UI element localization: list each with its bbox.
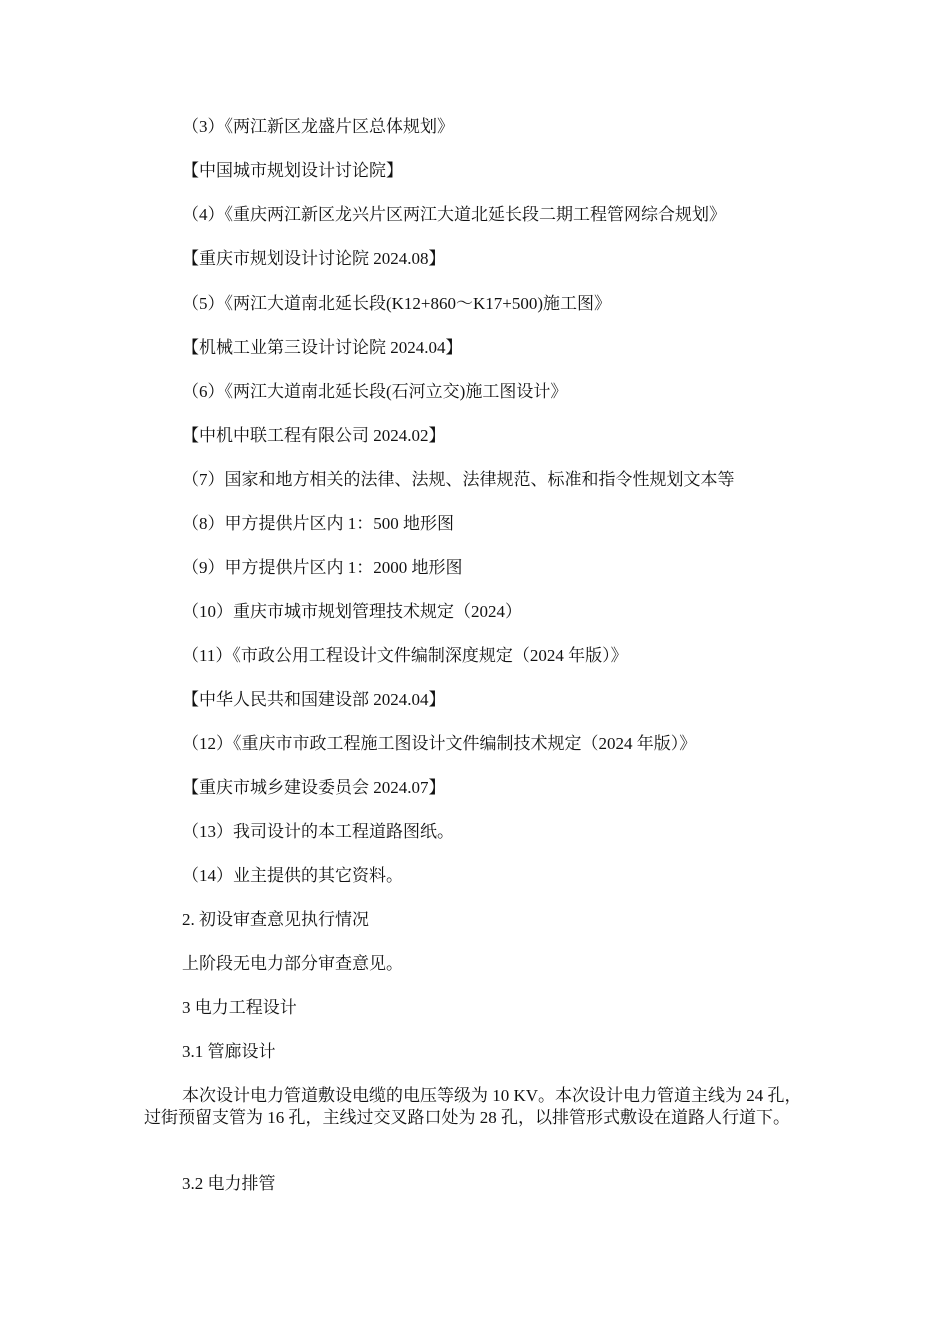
reference-item-8: （8）甲方提供片区内 1：500 地形图 bbox=[182, 514, 454, 533]
reference-source-3: 【中国城市规划设计讨论院】 bbox=[182, 161, 403, 180]
reference-item-10: （10）重庆市城市规划管理技术规定（2024） bbox=[182, 602, 522, 621]
section-heading-3-2: 3.2 电力排管 bbox=[182, 1174, 276, 1193]
section-2-text: 上阶段无电力部分审查意见。 bbox=[182, 954, 403, 973]
reference-source-4: 【重庆市规划设计讨论院 2024.08】 bbox=[182, 249, 446, 268]
reference-item-5: （5）《两江大道南北延长段(K12+860～K17+500)施工图》 bbox=[182, 294, 612, 313]
section-heading-3-1: 3.1 管廊设计 bbox=[182, 1042, 276, 1061]
section-heading-2: 2. 初设审查意见执行情况 bbox=[182, 910, 369, 929]
reference-source-11: 【中华人民共和国建设部 2024.04】 bbox=[182, 690, 446, 709]
reference-item-12: （12）《重庆市市政工程施工图设计文件编制技术规定（2024 年版）》 bbox=[182, 734, 697, 753]
reference-item-3: （3）《两江新区龙盛片区总体规划》 bbox=[182, 117, 454, 136]
reference-item-14: （14）业主提供的其它资料。 bbox=[182, 866, 403, 885]
reference-item-13: （13）我司设计的本工程道路图纸。 bbox=[182, 822, 454, 841]
section-3-1-paragraph: 本次设计电力管道敷设电缆的电压等级为 10 KV。本次设计电力管道主线为 24 孔，过街预留支管为 16 孔，主线过交叉路口处为 28 孔，以排管形式敷设在道路人行道下。 bbox=[144, 1086, 802, 1127]
reference-item-7: （7）国家和地方相关的法律、法规、法律规范、标准和指令性规划文本等 bbox=[182, 470, 735, 489]
reference-item-6: （6）《两江大道南北延长段(石河立交)施工图设计》 bbox=[182, 382, 568, 401]
reference-item-4: （4）《重庆两江新区龙兴片区两江大道北延长段二期工程管网综合规划》 bbox=[182, 205, 726, 224]
reference-item-9: （9）甲方提供片区内 1：2000 地形图 bbox=[182, 558, 463, 577]
reference-source-12: 【重庆市城乡建设委员会 2024.07】 bbox=[182, 778, 446, 797]
reference-item-11: （11）《市政公用工程设计文件编制深度规定（2024 年版）》 bbox=[182, 646, 628, 665]
reference-source-5: 【机械工业第三设计讨论院 2024.04】 bbox=[182, 338, 463, 357]
section-heading-3: 3 电力工程设计 bbox=[182, 998, 297, 1017]
reference-source-6: 【中机中联工程有限公司 2024.02】 bbox=[182, 426, 446, 445]
